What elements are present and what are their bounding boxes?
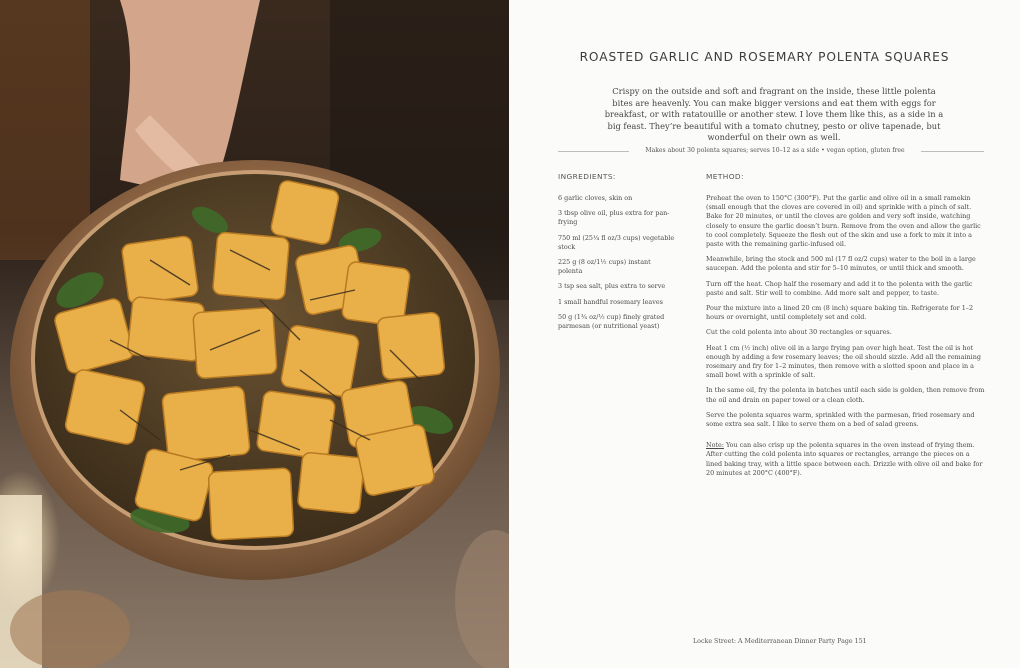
ingredient-item: 50 g (1¾ oz/½ cup) finely grated parmesan (or nutritional yeast) xyxy=(558,312,665,331)
note-text: You can also crisp up the polenta squares in the oven instead of frying them. After cutting the cold polenta into squares or rectangles, arrange the pieces on a lined baking tray, with a little space between each. Drizzle with olive oil and bake for 20 minutes at 200°C (400°F). xyxy=(706,441,983,477)
recipe-note xyxy=(706,441,985,478)
method-step: Heat 1 cm (½ inch) olive oil in a large frying pan over high heat. Test the oil is hot enough by adding a few rosemary leaves; the oil should sizzle. Add all the remaining rosemary and fry for 1–2 minutes, then remove with a slotted spoon and place in a small bowl with a sprinkle of salt. xyxy=(706,343,981,380)
ingredient-item: 3 tbsp olive oil, plus extra for pan-frying xyxy=(558,209,670,227)
ingredients-list xyxy=(558,194,676,337)
ingredient-item: 225 g (8 oz/1½ cups) instant polenta xyxy=(558,258,651,276)
method-heading: METHOD: xyxy=(706,172,744,181)
recipe-intro: Crispy on the outside and soft and fragrant on the inside, these little polenta bites are heavenly. You can make bigger versions and eat them with eggs for breakfast, or with ratatouille or another stew. I love them like this, as a side in a big feast. They’re beautiful with a tomato chutney, pesto or olive tapenade, but wonderful on their own as well. xyxy=(604,86,944,143)
method-step: In the same oil, fry the polenta in batches until each side is golden, then remove from the oil and drain on paper towel or a clean cloth. xyxy=(706,386,985,404)
ingredient-item: 750 ml (25¼ fl oz/3 cups) vegetable stock xyxy=(558,233,675,251)
method-step: Cut the cold polenta into about 30 rectangles or squares. xyxy=(706,328,892,337)
food-photo xyxy=(0,0,509,668)
method-step: Preheat the oven to 150°C (300°F). Put the garlic and olive oil in a small ramekin (small enough that the cloves are covered in oil) and sprinkle with a pinch of salt. Bake for 20 minutes, or until the cloves are golden and very soft inside, watching closely to ensure the garlic doesn’t burn. Remove from the oven and allow the garlic to cool completely. Squeeze the flesh out of the skin and use a fork to mix it into a paste with the remaining garlic-infused oil. xyxy=(706,194,981,249)
method-step: Serve the polenta squares warm, sprinkled with the parmesan, fried rosemary and some extra sea salt. I like to serve them on a bed of salad greens. xyxy=(706,410,975,429)
recipe-yield: Makes about 30 polenta squares; serves 10–12 as a side • vegan option, gluten free xyxy=(629,146,921,156)
polenta-bowl-illustration xyxy=(0,0,509,668)
recipe-page xyxy=(509,0,1020,668)
recipe-title: ROASTED GARLIC AND ROSEMARY POLENTA SQUARES xyxy=(579,50,950,64)
page-footer: Locke Street: A Mediterranean Dinner Party Page 151 xyxy=(693,638,867,645)
ingredients-heading: INGREDIENTS: xyxy=(558,172,616,181)
method-step: Meanwhile, bring the stock and 500 ml (17 fl oz/2 cups) water to the boil in a large saucepan. Add the polenta and stir for 5–10 minutes, or until thick and smooth. xyxy=(706,255,976,273)
ingredient-item: 1 small handful rosemary leaves xyxy=(558,297,663,306)
method-steps xyxy=(706,194,985,478)
method-step: Turn off the heat. Chop half the rosemary and add it to the polenta with the garlic paste and salt. Stir well to combine. Add more salt and pepper, to taste. xyxy=(706,279,973,297)
ingredient-item: 3 tsp sea salt, plus extra to serve xyxy=(558,282,666,291)
ingredient-item: 6 garlic cloves, skin on xyxy=(558,194,633,202)
method-step: Pour the mixture into a lined 20 cm (8 inch) square baking tin. Refrigerate for 1–2 hours or overnight, until completely set and cold. xyxy=(706,304,974,322)
note-label: Note: xyxy=(706,441,724,450)
